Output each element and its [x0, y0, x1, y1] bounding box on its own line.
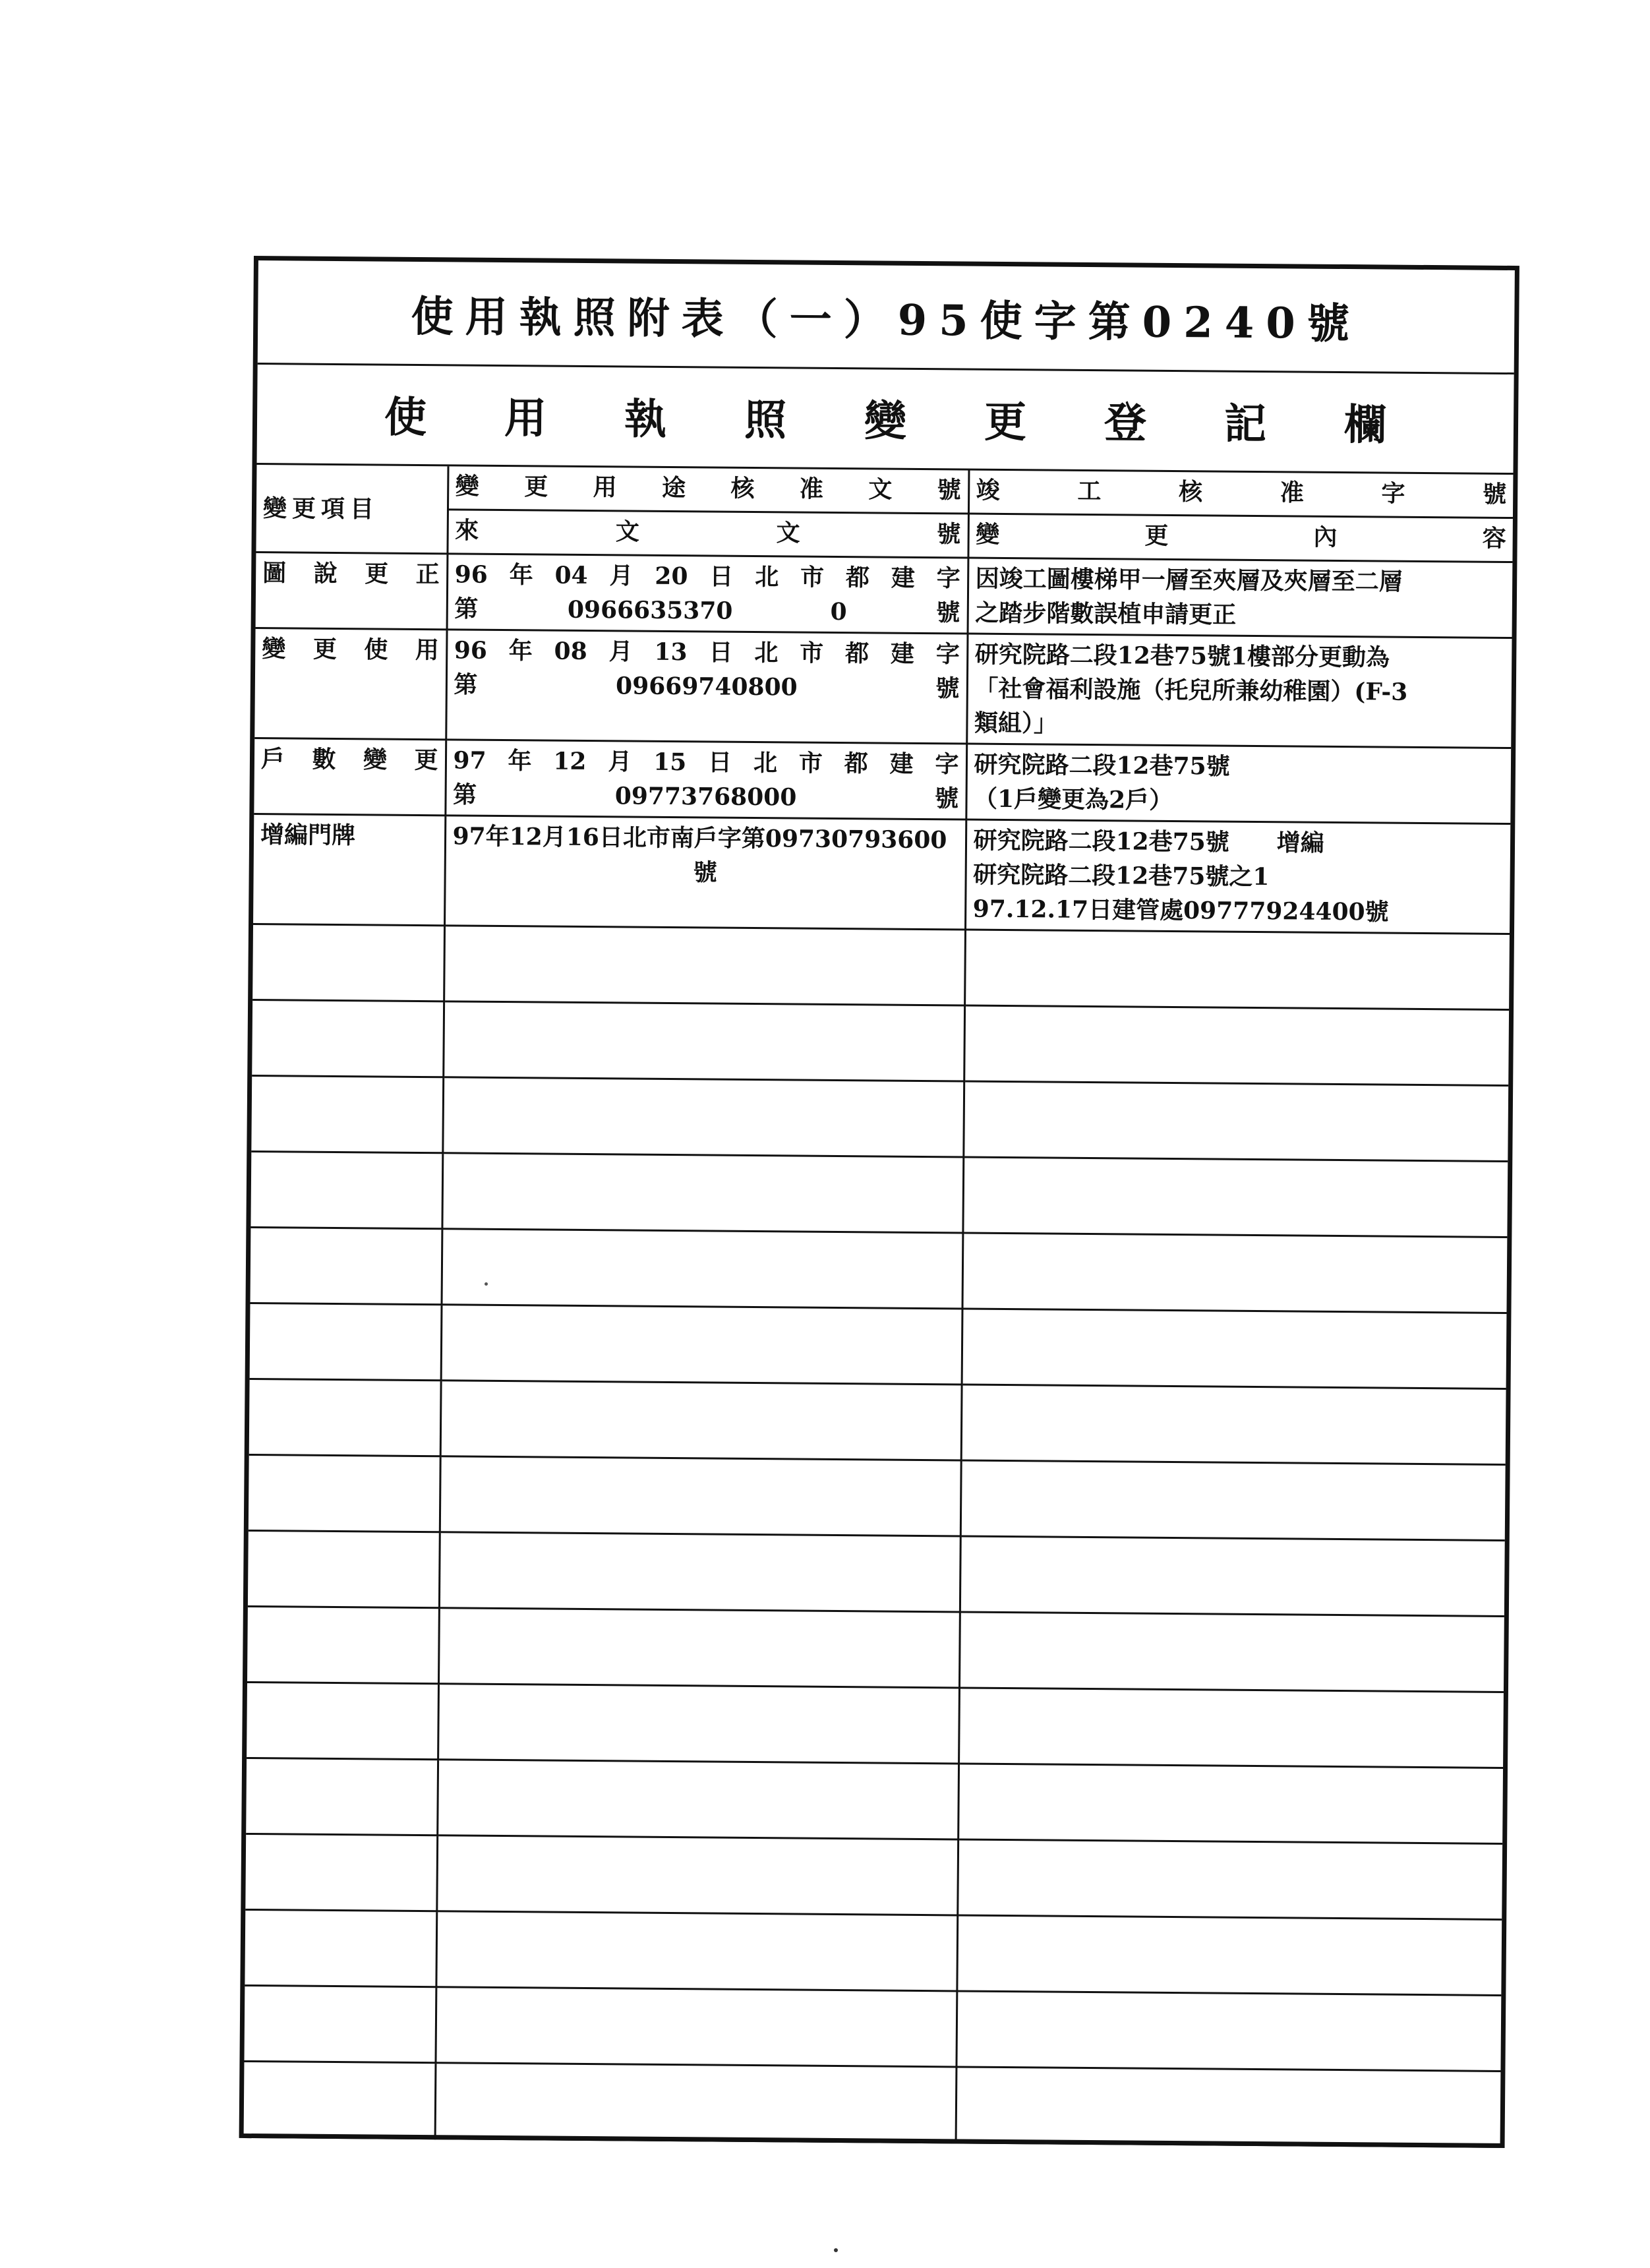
empty-cell: [440, 1381, 962, 1460]
header-completion-no: 竣工核准字號: [968, 471, 1513, 518]
content-line: 「社會福利設施（托兒所兼幼稚園）(F-3: [974, 674, 1408, 706]
row-item: 增編門牌: [253, 814, 445, 926]
empty-row: [245, 1909, 1502, 1995]
content-line: 之踏步階數誤植申請更正: [975, 599, 1237, 629]
empty-cell: [251, 1076, 443, 1153]
empty-cell: [438, 1608, 960, 1688]
row-item: 圖說更正: [256, 552, 448, 630]
table-row: [256, 552, 1513, 638]
doc-line: 96年08月13日北市都建字: [454, 636, 960, 669]
empty-cell: [244, 2061, 436, 2138]
empty-row: [246, 1758, 1503, 1843]
empty-row: [251, 1076, 1508, 1162]
empty-cell: [444, 926, 965, 1005]
empty-cell: [246, 1758, 438, 1835]
content-line: 研究院路二段12巷75號之1: [972, 860, 1270, 891]
empty-row: [250, 1228, 1508, 1313]
row-doc: [447, 554, 968, 634]
empty-cell: [437, 1760, 958, 1839]
row-content: [968, 558, 1513, 638]
empty-cell: [250, 1152, 442, 1229]
empty-cell: [964, 1005, 1509, 1085]
table-row: [253, 814, 1510, 934]
header-change-content: 變更內容: [968, 514, 1513, 562]
empty-cell: [442, 1153, 963, 1233]
form-title: 使用執照附表（一）95使字第0240號: [258, 260, 1515, 374]
change-register-table: [244, 465, 1514, 2148]
row-content: [965, 820, 1510, 934]
header-row-1: [256, 465, 1513, 518]
empty-cell: [443, 1001, 964, 1081]
empty-row: [250, 1152, 1508, 1238]
empty-cell: [440, 1456, 961, 1536]
empty-cell: [956, 2067, 1501, 2147]
empty-row: [249, 1454, 1506, 1540]
empty-cell: [247, 1682, 438, 1759]
empty-row: [249, 1379, 1506, 1465]
doc-line: 第09669740800號: [454, 671, 960, 703]
empty-row: [250, 1303, 1507, 1389]
empty-row: [247, 1606, 1504, 1692]
empty-cell: [964, 930, 1510, 1009]
doc-line: 96年04月20日北市都建字: [454, 560, 960, 593]
empty-row: [245, 1834, 1502, 1919]
empty-row: [244, 2061, 1501, 2147]
content-line: 研究院路二段12巷75號 增編: [973, 826, 1324, 857]
empty-cell: [442, 1229, 963, 1309]
scan-mark: [834, 2248, 838, 2252]
empty-cell: [252, 924, 444, 1001]
form-sheet: [239, 256, 1519, 2148]
doc-line: 號: [693, 858, 717, 887]
empty-cell: [960, 1460, 1506, 1540]
empty-rows: [244, 924, 1510, 2147]
header-incoming-doc: 來文文號: [447, 510, 968, 558]
empty-cell: [438, 1684, 959, 1764]
empty-cell: [960, 1536, 1505, 1616]
empty-cell: [250, 1228, 442, 1305]
empty-cell: [958, 1764, 1503, 1843]
empty-row: [244, 1985, 1501, 2071]
empty-cell: [958, 1688, 1504, 1768]
empty-cell: [441, 1305, 962, 1385]
row-item: 變更使用: [254, 628, 446, 740]
empty-cell: [957, 1839, 1502, 1919]
empty-cell: [249, 1379, 441, 1456]
doc-line: 第09773768000號: [452, 781, 959, 813]
empty-cell: [435, 1987, 957, 2067]
empty-cell: [962, 1233, 1507, 1313]
content-line: 類組）」: [974, 709, 1058, 738]
empty-cell: [961, 1385, 1506, 1464]
row-item: 戶數變更: [254, 738, 446, 816]
empty-cell: [436, 1911, 957, 1991]
empty-cell: [249, 1454, 440, 1532]
content-line: 研究院路二段12巷75號: [974, 750, 1230, 781]
empty-cell: [247, 1606, 439, 1683]
header-approval-doc: 變更用途核准文號: [448, 466, 968, 514]
empty-row: [248, 1530, 1505, 1616]
content-line: （1戶變更為2戶）: [973, 785, 1173, 814]
empty-cell: [435, 2063, 957, 2143]
empty-cell: [245, 1834, 437, 1911]
row-doc: [446, 630, 967, 744]
empty-cell: [248, 1530, 440, 1607]
doc-line: 97年12月15日北市都建字: [453, 746, 959, 779]
empty-row: [252, 1000, 1509, 1086]
doc-line: 97年12月16日北市南戶字第09730793600: [452, 822, 947, 854]
empty-cell: [957, 1915, 1502, 1995]
empty-cell: [244, 1985, 436, 2062]
table-row: [254, 628, 1512, 748]
empty-row: [247, 1682, 1504, 1768]
empty-cell: [442, 1077, 964, 1157]
scan-speck: [485, 1282, 488, 1286]
form-subtitle: 使用執照變更登記欄: [257, 363, 1514, 475]
doc-line: 第0966635370 0號: [454, 595, 960, 627]
empty-cell: [963, 1081, 1508, 1161]
empty-cell: [252, 1000, 444, 1077]
empty-cell: [962, 1157, 1508, 1237]
content-line: 97.12.17日建管處09777924400號: [972, 895, 1389, 926]
empty-cell: [250, 1303, 442, 1381]
row-doc: [445, 740, 966, 820]
header-item: 變更項目: [256, 465, 448, 554]
empty-row: [252, 924, 1510, 1010]
empty-cell: [439, 1532, 960, 1612]
empty-cell: [956, 1991, 1501, 2071]
content-line: 研究院路二段12巷75號1樓部分更動為: [974, 640, 1390, 672]
row-content: [966, 634, 1512, 748]
empty-cell: [245, 1909, 436, 1986]
empty-cell: [436, 1835, 958, 1915]
table-row: [254, 738, 1511, 824]
row-doc: [444, 816, 966, 930]
empty-cell: [959, 1612, 1504, 1692]
empty-cell: [962, 1309, 1507, 1388]
row-content: [966, 744, 1511, 823]
content-line: 因竣工圖樓梯甲一層至夾層及夾層至二層: [975, 564, 1403, 596]
